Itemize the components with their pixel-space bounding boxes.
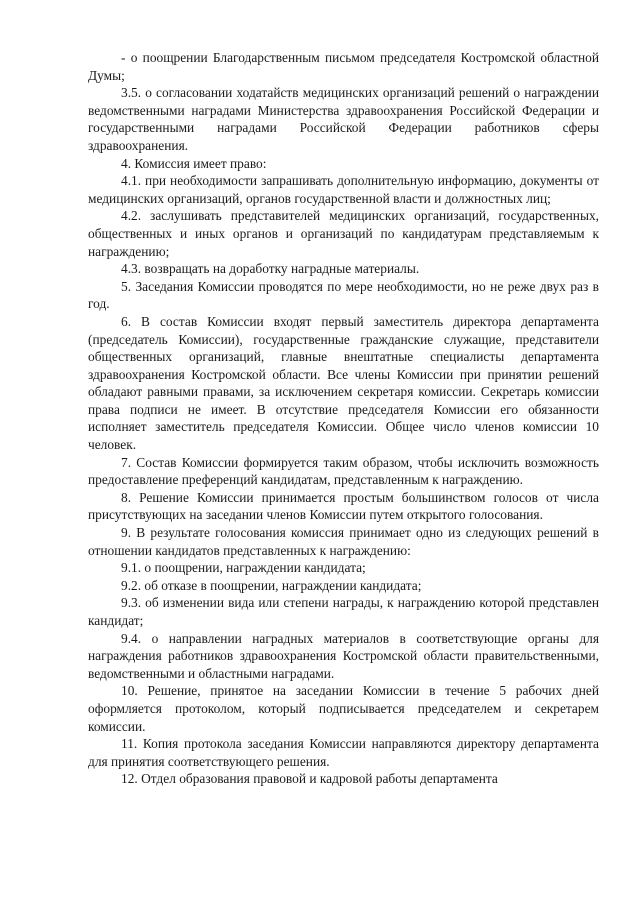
paragraph-9: 9. В результате голосования комиссия принимает одно из следующих решений в отношении кандидатов представленных к награждению: <box>88 525 599 558</box>
document-body <box>88 49 599 788</box>
paragraph-4-2: 4.2. заслушивать представителей медицинских организаций, государственных, общественных и иных органов и организаций по кандидатурам представляемым к награждению; <box>88 208 599 259</box>
paragraph-4-1: 4.1. при необходимости запрашивать дополнительную информацию, документы от медицинских организаций, органов государственной власти и должностных лиц; <box>88 173 599 206</box>
paragraph-9-4: 9.4. о направлении наградных материалов в соответствующие органы для награждения работников здравоохранения Костромской области правительственными, ведомственными и областными наградами. <box>88 630 599 681</box>
paragraph-duma-letter: - о поощрении Благодарственным письмом председателя Костромской областной Думы; <box>88 50 599 83</box>
paragraph-10: 10. Решение, принятое на заседании Комиссии в течение 5 рабочих дней оформляется протоколом, который подписывается председателем и секретарем комиссии. <box>88 683 599 734</box>
paragraph-9-2: 9.2. об отказе в поощрении, награждении кандидата; <box>121 577 422 593</box>
paragraph-4: 4. Комиссия имеет право: <box>121 155 267 171</box>
paragraph-7: 7. Состав Комиссии формируется таким образом, чтобы исключить возможность предоставление преференций кандидатам, представленным к награждению. <box>88 454 599 488</box>
paragraph-4-3: 4.3. возвращать на доработку наградные материалы. <box>121 261 420 277</box>
paragraph-5: 5. Заседания Комиссии проводятся по мере необходимости, но не реже двух раз в год. <box>88 278 599 312</box>
paragraph-8: 8. Решение Комиссии принимается простым большинством голосов от числа присутствующих на заседании членов Комиссии путем открытого голосования. <box>88 489 599 523</box>
paragraph-9-3: 9.3. об изменении вида или степени награды, к награждению которой представлен кандидат; <box>88 595 599 628</box>
paragraph-12: 12. Отдел образования правовой и кадровой работы департамента <box>121 771 498 787</box>
paragraph-3-5: 3.5. о согласовании ходатайств медицинских организаций решений о награждении ведомственными наградами Министерства здравоохранения Российской Федерации и государственными наградами Российской Федерации работников сферы здравоохранения. <box>88 85 599 153</box>
paragraph-6: 6. В состав Комиссии входят первый заместитель директора департамента (председатель Комиссии), государственные гражданские служащие, представители общественных организаций, главные внештатные специалисты департамента здравоохранения Костромской области. Все члены Комиссии при принятии решений обладают равными правами, за исключением секретаря комиссии. Секретарь комиссии права подписи не имеет. В отсутствие председателя Комиссии его обязанности исполняет заместитель председателя Комиссии. Общее число членов комиссии 10 человек. <box>88 313 599 453</box>
paragraph-11: 11. Копия протокола заседания Комиссии направляются директору департамента для принятия соответствующего решения. <box>88 736 599 769</box>
paragraph-9-1: 9.1. о поощрении, награждении кандидата; <box>121 560 366 576</box>
